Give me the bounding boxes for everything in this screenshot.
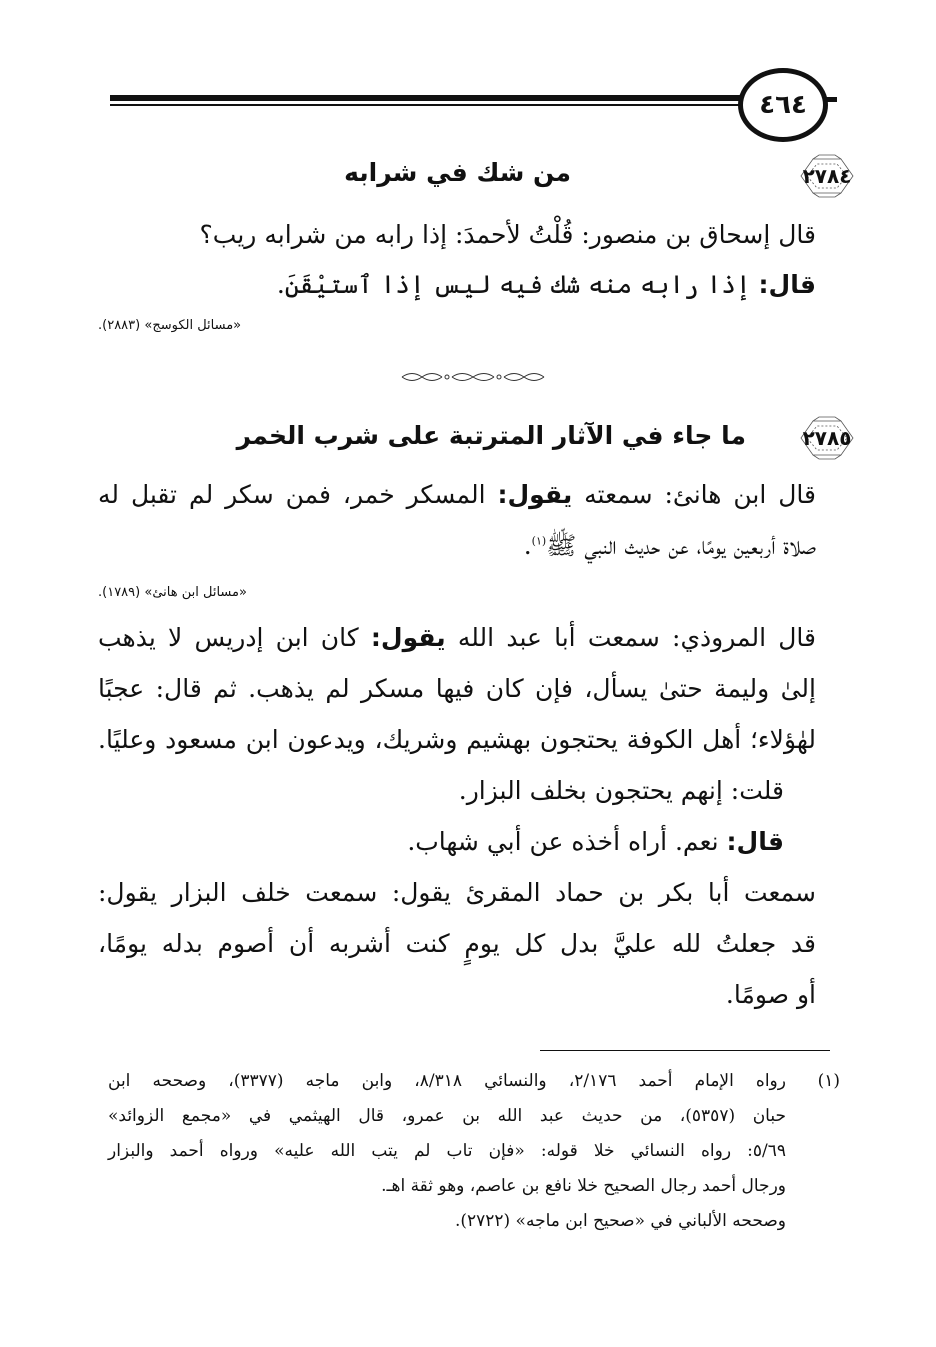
text-line: لهٰؤلاء؛ أهل الكوفة يحتجون بهشيم وشريك، ويدعون ابن مسعود وعليًا. bbox=[98, 725, 816, 754]
footnote-reference: (١) bbox=[531, 534, 547, 548]
page-number-frame bbox=[738, 68, 828, 142]
footnote-line: حبان (٥٣٥٧)، من حديث عبد الله بن عمرو، قال الهيثمي في «مجمع الزوائد» bbox=[108, 1106, 787, 1126]
divider-ornament-icon bbox=[398, 370, 548, 384]
text-line: قال إسحاق بن منصور: قُلْتُ لأحمدَ: إذا رابه من شرابه ريب؟ bbox=[199, 220, 816, 249]
answer-text: إذا رابه منه شك فيه ليس إذا ٱستيْقَنَ. bbox=[276, 270, 751, 299]
text-run: نعم. أراه أخذه عن أبي شهاب. bbox=[407, 827, 719, 856]
section-title: ما جاء في الآثار المترتبة على شرب الخمر bbox=[236, 421, 746, 450]
speaker-label: قال: bbox=[726, 827, 784, 856]
text-run: قال ابن هانئ: سمعته bbox=[584, 480, 816, 509]
text-run: المسكر خمر، فمن سكر لم تقبل له bbox=[98, 480, 486, 509]
text-line: قد جعلتُ لله عليَّ بدل كل يومٍ كنت أشربه أن أصوم بدله يومًا، bbox=[98, 929, 816, 958]
footnote-line: رواه الإمام أحمد ٢/١٧٦، والنسائي ٨/٣١٨، وابن ماجه (٣٣٧٧)، وصححه ابن bbox=[108, 1071, 786, 1091]
speech-verb: يقول: bbox=[370, 623, 446, 652]
section-number: ٢٧٨٥ bbox=[802, 426, 852, 450]
text-line bbox=[98, 625, 816, 650]
speaker-label: قال: bbox=[758, 270, 816, 299]
text-line: إلىٰ وليمة حتىٰ يسأل، فإن كان فيها مسكر لم يذهب. ثم قال: عجبًا bbox=[98, 674, 816, 703]
section-number: ٢٧٨٤ bbox=[802, 164, 852, 188]
source-citation: «مسائل الكوسج» (٢٨٨٣). bbox=[98, 318, 242, 333]
section-title: من شك في شرابه bbox=[344, 158, 571, 187]
footnote-line: ٥/٦٩: رواه النسائي خلا قوله: «فإن تاب لم يتب الله عليه» ورواه أحمد والبزار bbox=[108, 1141, 786, 1161]
text-line: أو صومًا. bbox=[725, 980, 816, 1009]
section-number-badge bbox=[795, 415, 859, 461]
header-rule-thin bbox=[110, 104, 750, 106]
text-run: . bbox=[523, 531, 532, 560]
speech-verb: يقول: bbox=[497, 480, 573, 509]
text-run: صلاة أربعين يومًا، عن حديث النبي ﷺ bbox=[546, 531, 816, 560]
footnote-line: وصححه الألباني في «صحيح ابن ماجه» (٢٧٢٢). bbox=[454, 1211, 786, 1231]
text-run: كان ابن إدريس لا يذهب bbox=[98, 623, 359, 652]
text-line bbox=[98, 482, 816, 507]
page-number: ٤٦٤ bbox=[759, 90, 807, 120]
text-line bbox=[407, 829, 784, 854]
text-line bbox=[524, 533, 816, 558]
footnote-marker: (١) bbox=[817, 1071, 840, 1091]
source-citation: «مسائل ابن هانئ» (١٧٨٩). bbox=[98, 585, 247, 600]
text-line bbox=[277, 272, 816, 297]
text-line: قلت: إنهم يحتجون بخلف البزار. bbox=[458, 776, 784, 805]
footnote-line: ورجال أحمد رجال الصحيح خلا نافع بن عاصم، وهو ثقة اهـ. bbox=[381, 1176, 786, 1196]
text-run: قال المروذي: سمعت أبا عبد الله bbox=[457, 623, 816, 652]
header-rule-thick bbox=[110, 95, 750, 101]
text-line: سمعت أبا بكر بن حماد المقرئ يقول: سمعت خلف البزار يقول: bbox=[98, 878, 816, 907]
footnote-separator bbox=[540, 1050, 830, 1051]
section-number-badge bbox=[795, 153, 859, 199]
